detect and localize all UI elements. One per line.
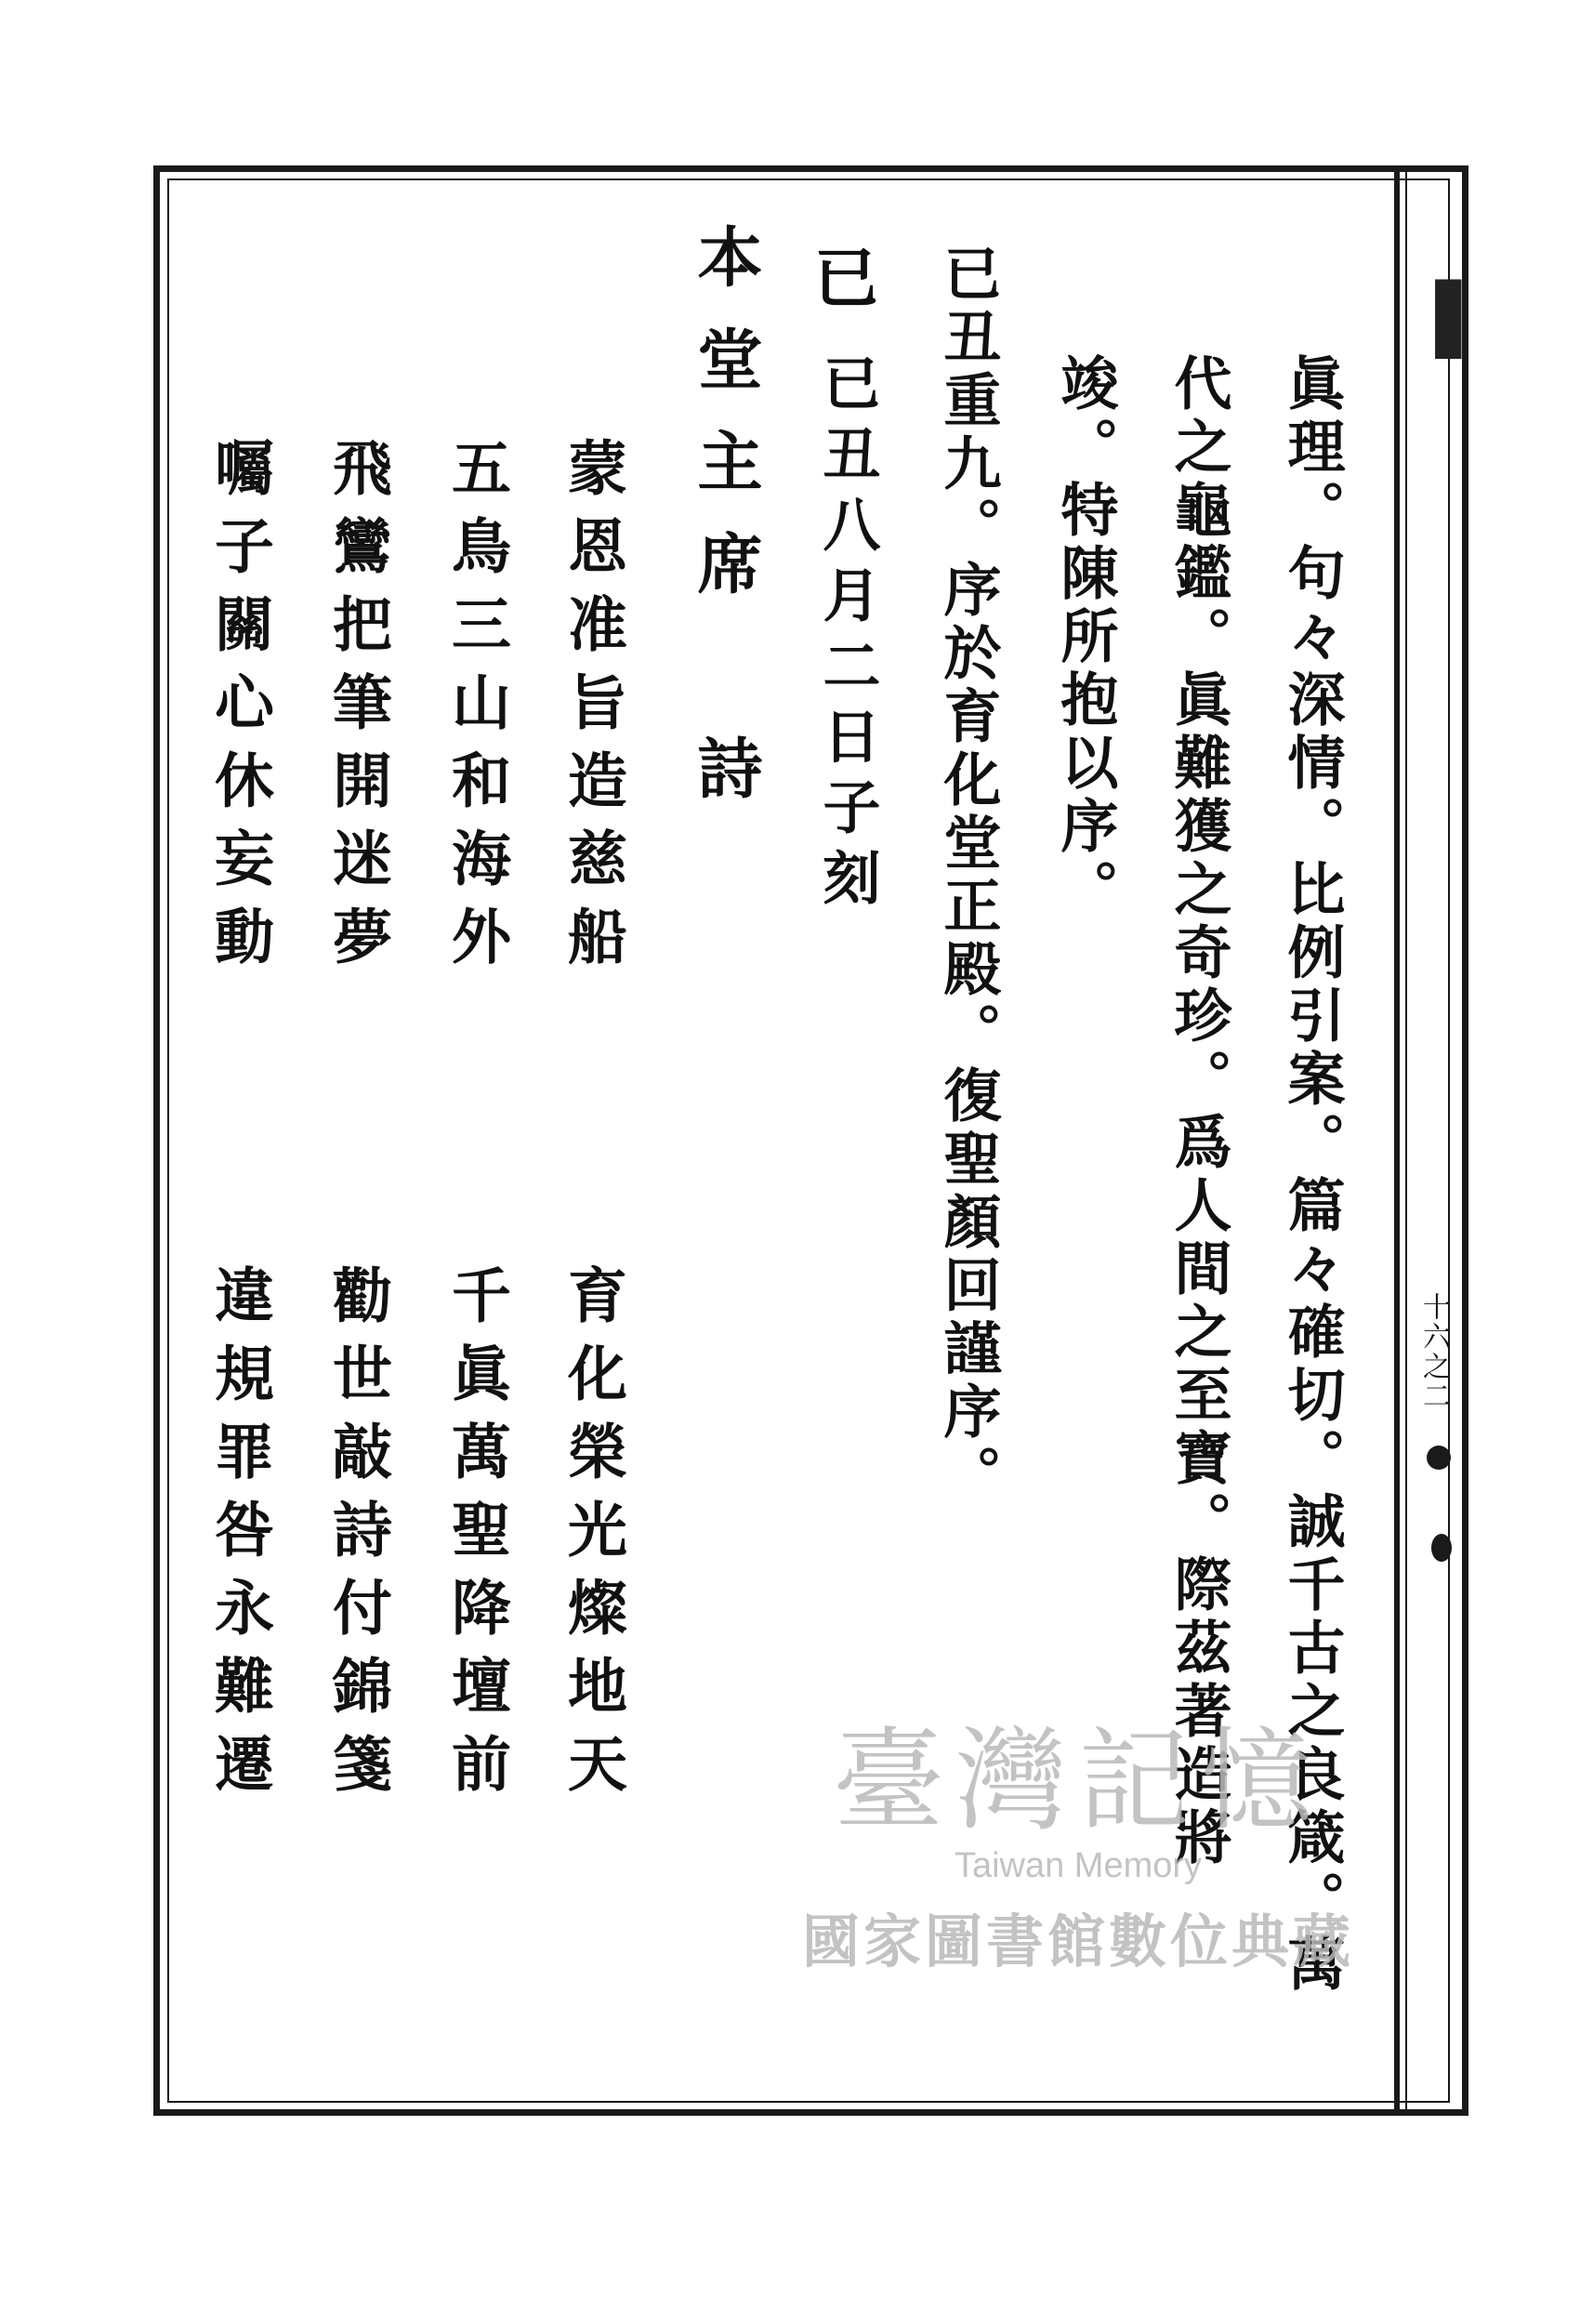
poem-title: 本堂主席 詩 bbox=[687, 223, 764, 837]
poem-line-1-top: 蒙恩准旨造慈船 bbox=[558, 437, 627, 984]
poem-line-1-bottom: 育化榮光燦地天 bbox=[558, 1264, 627, 1811]
ink-speck bbox=[1431, 1534, 1452, 1562]
watermark-title: 臺灣記憶 bbox=[833, 1717, 1323, 1846]
poem-line-3-top: 飛鸞把筆開迷夢 bbox=[323, 437, 392, 984]
heading-char: 已 bbox=[803, 244, 880, 322]
text-column-4: 已丑重九。序於育化堂正殿。復聖顏回謹序。 bbox=[934, 244, 1002, 1508]
watermark-english: Taiwan Memory bbox=[954, 1846, 1203, 1885]
poem-line-2-top: 五鳥三山和海外 bbox=[441, 437, 511, 984]
poem-line-4-top: 囑子關心休妄動 bbox=[204, 437, 274, 984]
date-column: 已丑八月二日子刻 bbox=[813, 353, 881, 918]
poem-line-3-bottom: 勸世敲詩付錦箋 bbox=[323, 1264, 392, 1811]
watermark-institution: 國家圖書館數位典藏 bbox=[801, 1910, 1354, 1974]
ink-speck bbox=[1427, 1446, 1451, 1470]
text-column-2: 代之龜鑑。眞難獲之奇珍。爲人間之至寶。際茲著造將 bbox=[1165, 353, 1232, 1870]
edge-glyph: ▌ bbox=[1422, 279, 1501, 358]
poem-line-4-bottom: 違規罪咎永難遷 bbox=[204, 1264, 274, 1811]
text-column-3: 竣。特陳所抱以序。 bbox=[1051, 353, 1119, 922]
folio-number: 十六之二 bbox=[1417, 1292, 1450, 1411]
library-watermark bbox=[706, 1692, 1450, 1978]
poem-line-2-bottom: 千眞萬聖降壇前 bbox=[441, 1264, 511, 1811]
text-column-1: 眞理。句々深情。比例引案。篇々確切。誠千古之良箴。萬 bbox=[1278, 353, 1346, 1997]
